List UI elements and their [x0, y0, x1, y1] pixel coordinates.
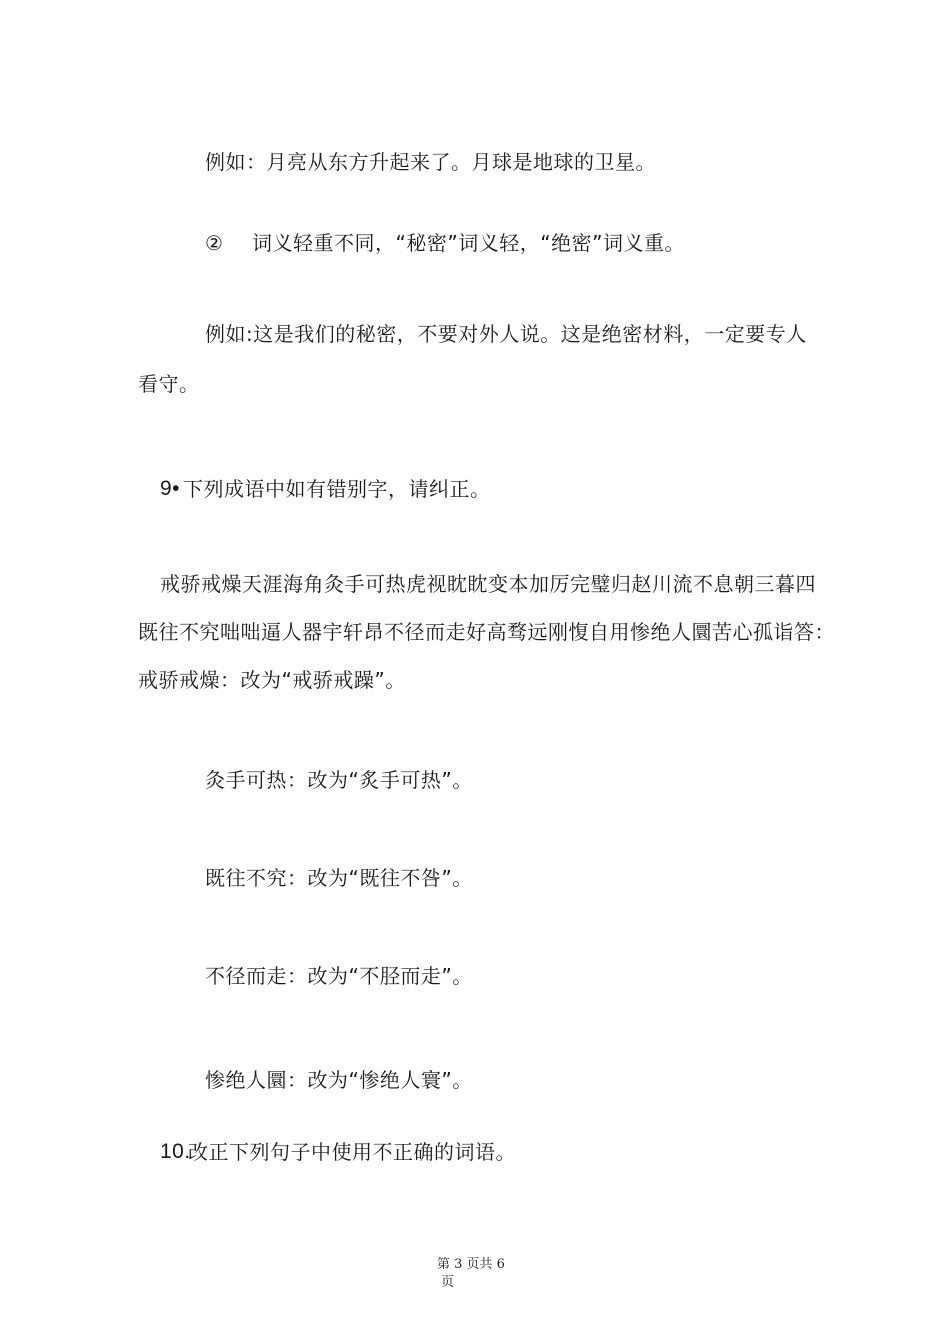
question-9-number: 9• — [160, 477, 181, 500]
idiom-list-line-2: 既往不究咄咄逼人器宇轩昂不径而走好高骛远刚愎自用惨绝人圜苦心孤诣答： — [138, 620, 835, 644]
idiom-list-line-1: 戒骄戒燥天涯海角灸手可热虎视眈眈变本加厉完璧归赵川流不息朝三暮四 — [160, 572, 816, 596]
example-sentence-secret: 例如:这是我们的秘密，不要对外人说。这是绝密材料，一定要专人 — [205, 322, 807, 346]
example-sentence-moon: 例如：月亮从东方升起来了。月球是地球的卫星。 — [205, 150, 656, 174]
answer-3: 既往不究：改为“既往不咎”。 — [205, 866, 473, 890]
item-2-text: 词义轻重不同，“秘密”词义轻，“绝密”词义重。 — [252, 231, 685, 255]
answer-1: 戒骄戒燥：改为“戒骄戒躁”。 — [138, 668, 406, 692]
answer-4: 不径而走：改为“不胫而走”。 — [205, 964, 473, 988]
question-10-text: 改正下列句子中使用不正确的词语。 — [188, 1140, 516, 1164]
question-9-text: 下列成语中如有错别字，请纠正。 — [183, 477, 491, 501]
example-sentence-secret-continued: 看守。 — [138, 372, 200, 396]
page-footer-line-2: 页 — [441, 1275, 455, 1290]
question-10-number: 10. — [160, 1140, 191, 1163]
item-2-marker: ② — [205, 231, 224, 255]
answer-5: 惨绝人圜：改为“惨绝人寰”。 — [205, 1068, 473, 1092]
answer-2: 灸手可热：改为“炙手可热”。 — [205, 768, 473, 792]
page-footer-line-1: 第 3 页共 6 — [437, 1257, 505, 1272]
